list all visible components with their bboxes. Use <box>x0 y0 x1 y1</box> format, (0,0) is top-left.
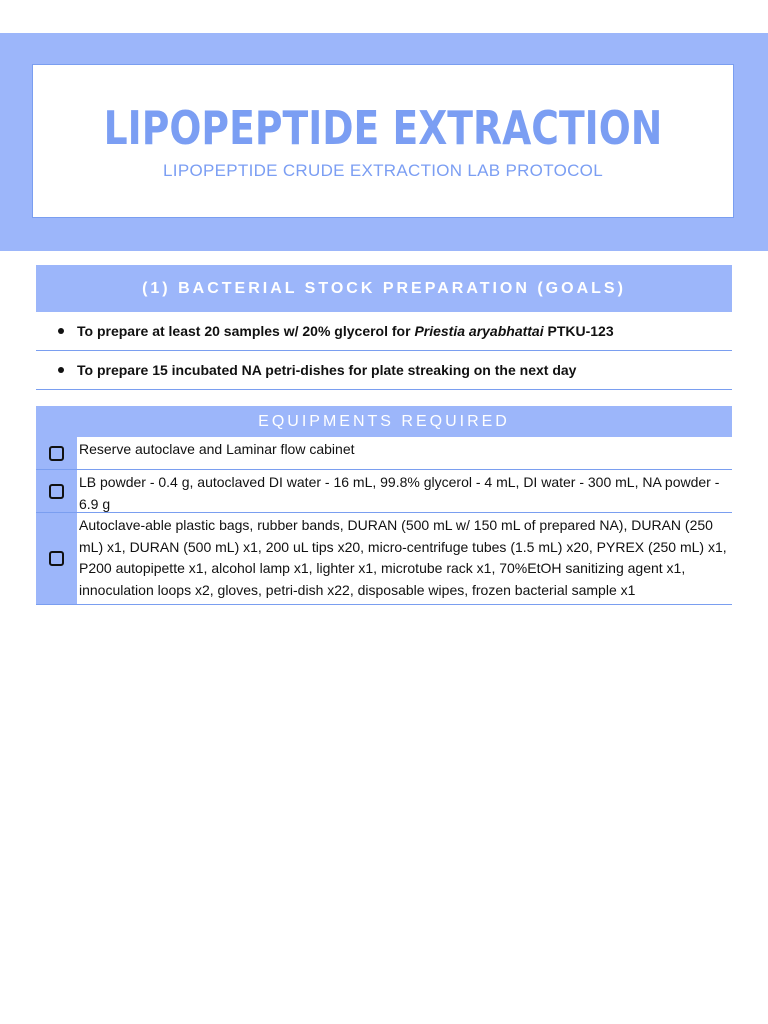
goal-text-italic: Priestia aryabhattai <box>414 323 544 339</box>
equipment-item-text: LB powder - 0.4 g, autoclaved DI water - 16 mL, 99.8% glycerol - 4 mL, DI water - 300 mL, NA powder - 6.9 g <box>79 474 720 512</box>
checkbox[interactable] <box>49 446 64 461</box>
equipment-section <box>36 406 732 605</box>
checkbox-cell <box>36 437 77 469</box>
equipment-item-text: Reserve autoclave and Laminar flow cabinet <box>79 441 355 457</box>
goal-text <box>77 323 614 339</box>
goals-section <box>36 265 732 390</box>
page-title: LIPOPEPTIDE EXTRACTION <box>103 101 663 155</box>
goal-text-before: To prepare at least 20 samples w/ 20% glycerol for <box>77 323 415 339</box>
bullet-icon <box>58 328 64 334</box>
checkbox-cell <box>36 470 77 512</box>
bullet-icon <box>58 367 64 373</box>
equipment-heading: EQUIPMENTS REQUIRED <box>36 406 732 437</box>
title-box <box>32 64 734 218</box>
checkbox[interactable] <box>49 484 64 499</box>
goal-text-after: PTKU-123 <box>543 323 614 339</box>
goal-text <box>77 362 576 378</box>
checkbox[interactable] <box>49 551 64 566</box>
page-subtitle: LIPOPEPTIDE CRUDE EXTRACTION LAB PROTOCOL <box>163 161 603 180</box>
equipment-item <box>36 437 732 470</box>
goal-text-before: To prepare 15 incubated NA petri-dishes for plate streaking on the next day <box>77 362 577 378</box>
goal-item <box>36 351 732 390</box>
equipment-item <box>36 470 732 513</box>
equipment-item <box>36 513 732 605</box>
equipment-item-text: Autoclave-able plastic bags, rubber bands, DURAN (500 mL w/ 150 mL of prepared NA), DURAN (250 mL) x1, DURAN (500 mL) x1, 200 uL tips x20, micro-centrifuge tubes (1.5 mL) x20, PYREX (250 mL) x1, P200 autopipette x1, alcohol lamp x1, lighter x1, microtube rack x1, 70%EtOH sanitizing agent x1, innoculation loops x2, gloves, petri-dish x22, disposable wipes, frozen bacterial sample x1 <box>79 517 727 598</box>
goals-heading: (1) BACTERIAL STOCK PREPARATION (GOALS) <box>36 265 732 312</box>
goal-item <box>36 312 732 351</box>
checkbox-cell <box>36 513 77 604</box>
